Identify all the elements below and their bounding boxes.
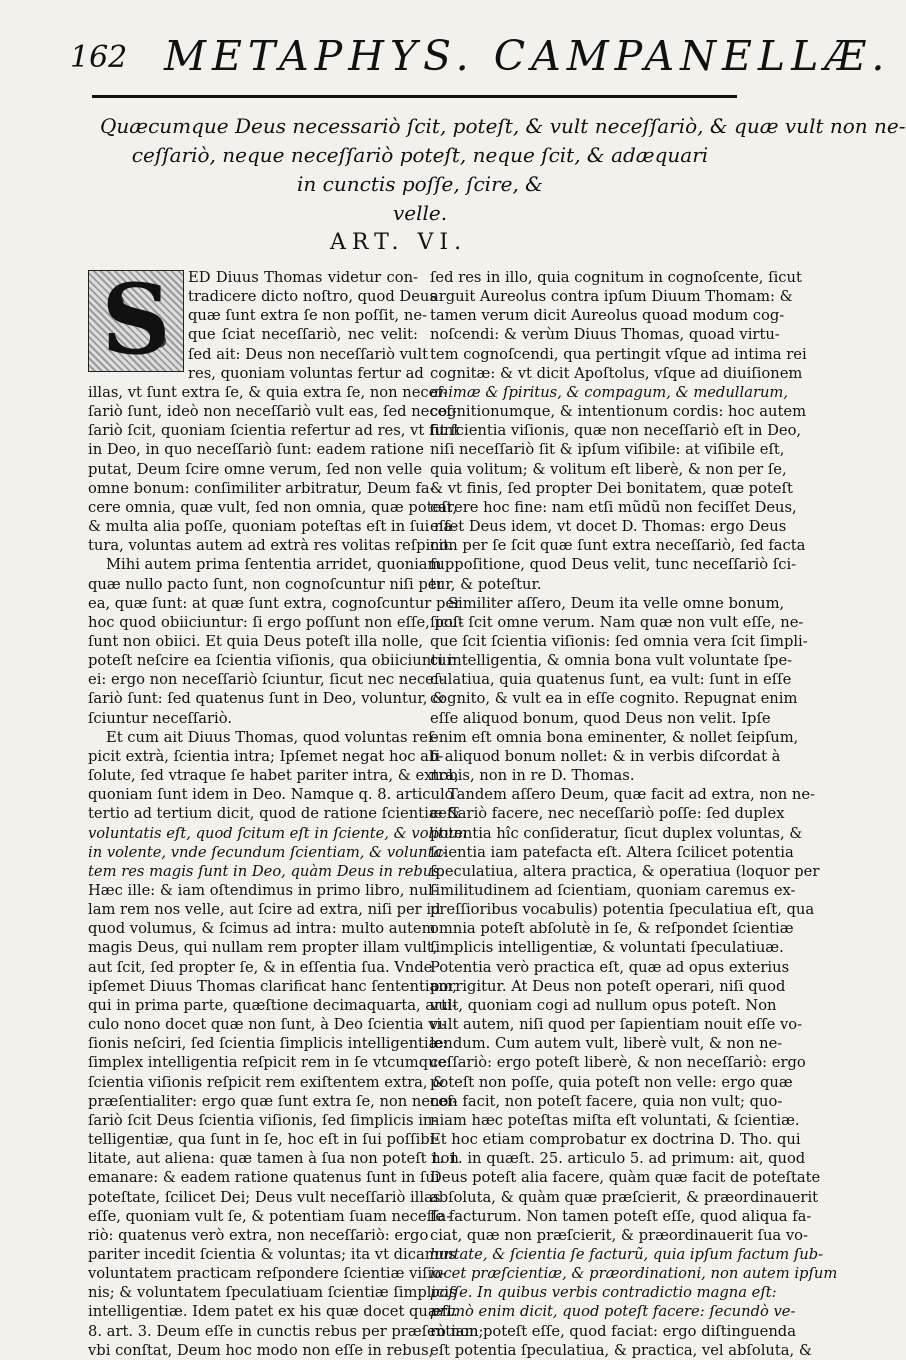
- text-line: ſcientia viſionis reſpicit rem exiſtentem extra, &: [88, 1073, 446, 1091]
- text-line: 1. 1. in quæſt. 25. articulo 5. ad primum: ait, quod: [430, 1150, 806, 1168]
- text-line: ſariò ſunt: ſed quatenus ſunt in Deo, voluntur, &: [88, 690, 446, 708]
- text-line: poteſt neſcire ea ſcientia viſionis, qua obiiciuntur: [88, 652, 454, 670]
- text-line: picit extrà, ſcientia intra; Ipſemet negat hoc ab-: [88, 747, 444, 765]
- text-line: preſſioribus vocabulis) potentia ſpeculatiua eſt, qua: [430, 901, 815, 919]
- text-line: carere hoc fine: nam etſi mũdũ non feciſſet Deus,: [430, 498, 797, 516]
- right-column: [430, 268, 838, 1360]
- text-line: ſpeculatiua, altera practica, & operatiua (loquor per: [430, 862, 820, 880]
- text-line: ſunt non obiici. Et quia Deus poteſt illa nolle,: [88, 632, 424, 650]
- text-line: noſcendi: & verùm Diuus Thomas, quoad virtu-: [430, 326, 780, 344]
- text-line: ſe facturum. Non tamen poteſt eſſe, quod aliqua fa-: [430, 1207, 812, 1225]
- text-line: Hæc ille: & iam oſtendimus in primo libro, nul-: [88, 882, 438, 899]
- text-line: aut ſcit, ſed propter ſe, & in eſſentia ſua. Vnde: [88, 958, 433, 976]
- text-line: culo nono docet quæ non ſunt, à Deo ſcientia vi-: [88, 1016, 447, 1034]
- text-line: vult, quoniam cogi ad nullum opus poteſt. Non: [430, 996, 777, 1014]
- text-line: quia volitum; & volitum eſt liberè, & non per ſe,: [430, 460, 787, 478]
- text-line: præſentialiter: ergo quæ ſunt extra ſe, non neceſ-: [88, 1092, 458, 1110]
- text-line: cere omnia, quæ vult, ſed non omnia, quæ poteſt,: [88, 498, 458, 516]
- text-line: quod volumus, & ſcimus ad intra: multo autem: [88, 920, 436, 938]
- text-line: niſi neceſſariò ſit & ipſum viſibile: at viſibile eſt,: [430, 441, 785, 459]
- text-line: ſicut ſcit omne verum. Nam quæ non vult eſſe, ne-: [430, 613, 804, 631]
- text-line: tura, voluntas autem ad extrà res volitas reſpicit.: [88, 537, 454, 555]
- text-line: ſimplicis intelligentiæ, & voluntati ſpeculatiuæ.: [430, 939, 784, 957]
- text-line: ſciuntur neceſſariò.: [88, 709, 232, 727]
- text-line: litate, aut aliena: quæ tamen à ſua non poteſt non: [88, 1150, 459, 1168]
- text-line: ſi aliquod bonum nollet: & in verbis diſcordat à: [430, 747, 781, 765]
- text-line: eſſet Deus idem, vt docet D. Thomas: ergo Deus: [430, 518, 787, 536]
- text-line: eſſe aliquod bonum, quod Deus non velit. Ipſe: [430, 709, 771, 727]
- text-line: quoniam ſunt idem in Deo. Namque q. 8. articulo: [88, 786, 454, 804]
- text-line: tradicere dicto noſtro, quod Deus: [188, 288, 437, 306]
- text-line: cognitæ: & vt dicit Apoſtolus, vſque ad diuiſionem: [430, 364, 803, 382]
- text-line: voluntatem practicam reſpondere ſcientiæ viſio-: [88, 1265, 447, 1283]
- text-line: abſoluta, & quàm quæ præſcierit, & præordinauerit: [430, 1188, 819, 1206]
- text-line: luntate, & ſcientia ſe facturũ, quia ipſum factum ſub-: [430, 1245, 824, 1263]
- text-line: & multa alia poſſe, quoniam poteſtas eſt in ſui na-: [88, 518, 458, 536]
- text-line: ipſemet Diuus Thomas clarificat hanc ſententiam,: [88, 977, 457, 995]
- text-line: illas, vt ſunt extra ſe, & quia extra ſe, non neceſ-: [88, 383, 448, 401]
- text-line: tem cognoſcendi, qua pertingit vſque ad intima rei: [430, 345, 807, 363]
- text-line: vult autem, niſi quod per ſapientiam nouit eſſe vo-: [430, 1016, 803, 1034]
- text-line: ci intelligentia, & omnia bona vult voluntate ſpe-: [430, 652, 793, 670]
- text-line: ciat, quæ non præſcierit, & præordinauerit ſua vo-: [430, 1226, 808, 1244]
- text-line: potentia hîc conſideratur, ſicut duplex voluntas, &: [430, 824, 803, 842]
- text-line: magis Deus, qui nullam rem propter illam vult,: [88, 939, 438, 957]
- text-line: Et hoc etiam comprobatur ex doctrina D. Tho. qui: [430, 1131, 801, 1149]
- text-line: in Deo, in quo neceſſariò ſunt: eadem ratione: [88, 441, 424, 459]
- text-line: non per ſe ſcit quæ ſunt extra neceſſariò, ſed facta: [430, 537, 806, 555]
- text-line: que ſciat neceſſariò, nec velit:: [188, 326, 418, 344]
- text-line: & vt finis, ſed propter Dei bonitatem, quæ poteſt: [430, 479, 793, 497]
- rubric-line: in cunctis poſſe, ſcire, &: [297, 172, 543, 196]
- text-line: ſed res in illo, quia cognitum in cognoſcente, ſicut: [430, 269, 802, 286]
- text-line: rò non poteſt eſſe, quod faciat: ergo diſtinguenda: [430, 1322, 796, 1340]
- article-rubric: [100, 112, 906, 228]
- article-heading: ART. VI.: [330, 230, 468, 255]
- text-line: qui in prima parte, quæſtione decimaquarta, arti-: [88, 996, 457, 1014]
- text-line: que ſcit ſcientia viſionis: ſed omnia vera ſcit ſimpli-: [430, 632, 808, 650]
- text-line: hoc quod obiiciuntur: ſi ergo poſſunt non eſſe, poſ-: [88, 613, 464, 631]
- text-line: pariter incedit ſcientia & voluntas; ita vt dicamus: [88, 1245, 456, 1263]
- text-line: lam rem nos velle, aut ſcire ad extra, niſi per id: [88, 901, 441, 919]
- drop-cap-letter: S: [101, 263, 171, 376]
- text-line: ceſſariò facere, nec neceſſariò poſſe: ſed duplex: [430, 805, 785, 823]
- text-line: poteſt non poſſe, quia poteſt non velle: ergo quæ: [430, 1073, 793, 1091]
- text-line: emanare: & eadem ratione quatenus ſunt in ſui: [88, 1169, 440, 1187]
- text-line: ſariò ſcit Deus ſcientia viſionis, ſed ſimplicis in-: [88, 1111, 438, 1129]
- text-line: Tandem aſſero Deum, quæ facit ad extra, non ne-: [448, 786, 815, 804]
- text-line: ſuppoſitione, quod Deus velit, tunc neceſſariò ſci-: [430, 556, 797, 574]
- text-line: poteſtate, ſcilicet Dei; Deus vult neceſſariò illas: [88, 1188, 441, 1206]
- text-line: cognito, & vult ea in eſſe cognito. Repugnat enim: [430, 690, 798, 708]
- text-line: telligentiæ, qua ſunt in ſe, hoc eſt in ſui poſſibi-: [88, 1131, 440, 1149]
- running-title: METAPHYS. CAMPANELLÆ.: [164, 32, 891, 80]
- text-line: 8. art. 3. Deum eſſe in cunctis rebus per præſentiam;: [88, 1322, 484, 1340]
- left-column: [88, 268, 484, 1360]
- text-line: omnia poteſt abſolutè in ſe, & reſpondet ſcientiæ: [430, 920, 794, 938]
- text-line: res, quoniam voluntas fertur ad: [188, 364, 424, 382]
- text-line: ſimplex intelligentia reſpicit rem in ſe vtcumque:: [88, 1054, 452, 1072]
- text-line: porrigitur. At Deus non poteſt operari, niſi quod: [430, 977, 786, 995]
- text-line: ſionis neſciri, ſed ſcientia ſimplicis intelligentiæ:: [88, 1035, 448, 1053]
- text-line: lendum. Cum autem vult, liberè vult, & non ne-: [430, 1035, 783, 1053]
- text-line: eſt potentia ſpeculatiua, & practica, vel abſoluta, &: [430, 1341, 812, 1359]
- page-header: [70, 32, 891, 92]
- text-line: enim eſt omnia bona eminenter, & nollet ſeipſum,: [430, 728, 799, 746]
- text-line: ſcientia iam patefacta eſt. Altera ſcilicet potentia: [430, 843, 794, 861]
- text-line: ſariò ſunt, ideò non neceſſariò vult eas, ſed neceſ-: [88, 403, 457, 421]
- text-line: ſed ait: Deus non neceſſariò vult: [188, 345, 429, 363]
- text-line: non facit, non poteſt facere, quia non vult; quo-: [430, 1092, 783, 1110]
- text-line: ſimilitudinem ad ſcientiam, quoniam caremus ex-: [430, 882, 796, 899]
- text-line: ceſſariò: ergo poteſt liberè, & non neceſſariò: ergo: [430, 1054, 806, 1072]
- text-line: tertio ad tertium dicit, quod de ratione ſcientiæ &: [88, 805, 461, 823]
- text-line: nobis, non in re D. Thomas.: [430, 767, 635, 785]
- text-line: poſſe. In quibus verbis contradictio magna eſt:: [430, 1284, 777, 1302]
- text-line: Similiter aſſero, Deum ita velle omne bonum,: [448, 594, 785, 612]
- rubric-line: Quæcumque Deus necessariò ſcit, poteſt, & vult neceſſariò, & quæ vult non ne-: [100, 114, 906, 138]
- text-line: culatiua, quia quatenus ſunt, ea vult: ſunt in eſſe: [430, 671, 792, 689]
- rubric-line: velle.: [392, 201, 448, 225]
- text-line: tur, & poteſtur.: [430, 575, 542, 593]
- text-line: ED Diuus Thomas videtur con-: [188, 269, 418, 286]
- text-line: omne bonum: conſimiliter arbitratur, Deum fa-: [88, 479, 435, 497]
- text-line: ſolute, ſed vtraque ſe habet pariter intra, & extra,: [88, 767, 459, 785]
- page-number: 162: [70, 40, 128, 75]
- header-rule: [92, 95, 737, 98]
- text-line: tamen verum dicit Aureolus quoad modum cog-: [430, 307, 785, 325]
- text-line: primò enim dicit, quod poteſt facere: ſecundò ve-: [430, 1303, 796, 1321]
- text-line: tem res magis ſunt in Deo, quàm Deus in rebus.: [88, 862, 445, 880]
- text-line: cognitionumque, & intentionum cordis: hoc autem: [430, 403, 806, 421]
- text-line: ei: ergo non neceſſariò ſciuntur, ſicut nec neceſ-: [88, 671, 445, 689]
- text-line: riò: quatenus verò extra, non neceſſariò: ergo: [88, 1226, 429, 1244]
- text-line: animæ & ſpiritus, & compagum, & medullarum,: [430, 383, 789, 401]
- text-line: Potentia verò practica eſt, quæ ad opus exterius: [430, 958, 790, 976]
- text-line: fit ſcientia viſionis, quæ non neceſſariò eſt in Deo,: [430, 422, 802, 440]
- text-line: voluntatis eſt, quod ſcitum eſt in ſciente, & volitum: [88, 824, 468, 842]
- text-line: arguit Aureolus contra ipſum Diuum Thomam: &: [430, 288, 793, 306]
- text-line: intelligentiæ. Idem patet ex his quæ docet quæſt.: [88, 1303, 458, 1321]
- text-line: eſſe, quoniam vult ſe, & potentiam ſuam neceſſa-: [88, 1207, 452, 1225]
- text-line: Et cum ait Diuus Thomas, quod voluntas reſ-: [106, 728, 439, 746]
- text-line: putat, Deum ſcire omne verum, ſed non velle: [88, 460, 423, 478]
- text-line: ſariò ſcit, quoniam ſcientia refertur ad res, vt ſunt: [88, 422, 460, 440]
- text-line: in volente, vnde ſecundum ſcientiam, & volunta-: [88, 843, 448, 861]
- text-line: nis; & voluntatem ſpeculatiuam ſcientiæ ſimplicis: [88, 1284, 457, 1302]
- text-line: quæ nullo pacto ſunt, non cognoſcuntur niſi per: [88, 575, 444, 593]
- text-line: iacet præſcientiæ, & præordinationi, non autem ipſum: [430, 1265, 838, 1283]
- rubric-line: ceſſariò, neque neceſſariò poteſt, neque ſcit, & adæquari: [131, 143, 709, 167]
- text-line: vbi conſtat, Deum hoc modo non eſſe in rebus,: [88, 1341, 434, 1359]
- text-line: ea, quæ ſunt: at quæ ſunt extra, cognoſcuntur per: [88, 594, 462, 612]
- text-line: Deus poteſt alia facere, quàm quæ facit de poteſtate: [430, 1169, 821, 1187]
- text-line: quæ ſunt extra ſe non poſſit, ne-: [188, 307, 427, 325]
- text-line: Mihi autem prima ſententia arridet, quoniam: [106, 556, 442, 574]
- text-line: niam hæc poteſtas miſta eſt voluntati, & ſcientiæ.: [430, 1111, 800, 1129]
